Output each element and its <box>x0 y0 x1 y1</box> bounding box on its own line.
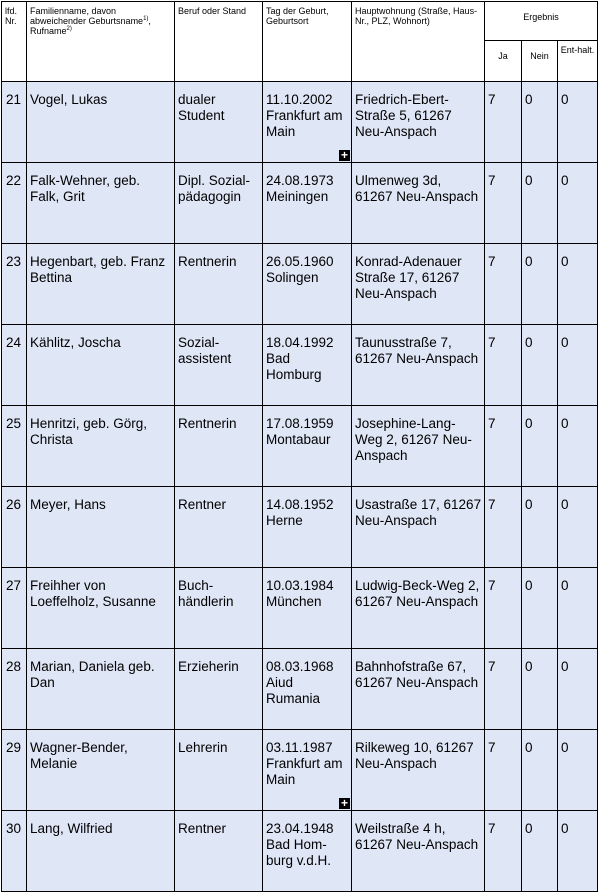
row-beruf: Dipl. Sozial-pädagogin <box>175 163 263 244</box>
row-name: Meyer, Hans <box>27 487 175 568</box>
row-nr: 25 <box>2 406 27 487</box>
row-geburt <box>263 730 352 811</box>
header-enthalt: Ent-halt. <box>558 41 598 82</box>
row-wohnung: Weilstraße 4 h, 61267 Neu-Anspach <box>352 811 485 892</box>
row-nr: 24 <box>2 325 27 406</box>
row-beruf: Rentner <box>175 487 263 568</box>
row-nr: 26 <box>2 487 27 568</box>
row-name: Falk-Wehner, geb. Falk, Grit <box>27 163 175 244</box>
header-nein: Nein <box>522 41 558 82</box>
footnote-1-marker: 1) <box>143 16 149 22</box>
row-beruf: Rentnerin <box>175 244 263 325</box>
row-nein: 0 <box>522 82 558 163</box>
row-enthalt: 0 <box>558 811 598 892</box>
row-geburt: 08.03.1968 Aiud Rumania <box>263 649 352 730</box>
row-wohnung: Bahnhofstraße 67, 61267 Neu-Anspach <box>352 649 485 730</box>
row-beruf: Lehrerin <box>175 730 263 811</box>
row-name: Kählitz, Joscha <box>27 325 175 406</box>
row-beruf: Rentnerin <box>175 406 263 487</box>
row-enthalt: 0 <box>558 244 598 325</box>
row-geburt: 24.08.1973 Meiningen <box>263 163 352 244</box>
row-wohnung: Josephine-Lang-Weg 2, 61267 Neu-Anspach <box>352 406 485 487</box>
row-geburt: 17.08.1959 Montabaur <box>263 406 352 487</box>
row-name: Vogel, Lukas <box>27 82 175 163</box>
row-enthalt: 0 <box>558 730 598 811</box>
table-row <box>2 244 598 325</box>
row-name: Freihher von Loeffelholz, Susanne <box>27 568 175 649</box>
header-beruf: Beruf oder Stand <box>175 2 263 82</box>
row-wohnung: Ulmenweg 3d, 61267 Neu-Anspach <box>352 163 485 244</box>
row-nein: 0 <box>522 487 558 568</box>
row-nein: 0 <box>522 811 558 892</box>
header-name-main: Familienname, davon abweichender Geburtsname <box>30 6 144 26</box>
row-geburt: 26.05.1960 Solingen <box>263 244 352 325</box>
row-nr: 30 <box>2 811 27 892</box>
table-body <box>2 82 598 892</box>
table-header-row <box>2 2 598 41</box>
table-row <box>2 568 598 649</box>
row-name: Henritzi, geb. Görg, Christa <box>27 406 175 487</box>
row-enthalt: 0 <box>558 487 598 568</box>
row-ja: 7 <box>485 568 522 649</box>
row-ja: 7 <box>485 244 522 325</box>
row-enthalt: 0 <box>558 82 598 163</box>
row-name: Lang, Wilfried <box>27 811 175 892</box>
row-ja: 7 <box>485 730 522 811</box>
header-name <box>27 2 175 82</box>
table-row <box>2 730 598 811</box>
row-beruf: dualer Student <box>175 82 263 163</box>
row-wohnung: Ludwig-Beck-Weg 2, 61267 Neu-Anspach <box>352 568 485 649</box>
footnote-2-marker: 2) <box>66 26 72 32</box>
header-wohnung: Hauptwohnung (Straße, Haus-Nr., PLZ, Wohnort) <box>352 2 485 82</box>
row-enthalt: 0 <box>558 163 598 244</box>
row-nein: 0 <box>522 406 558 487</box>
row-nein: 0 <box>522 649 558 730</box>
row-geburt: 18.04.1992 Bad Homburg <box>263 325 352 406</box>
row-name: Marian, Daniela geb. Dan <box>27 649 175 730</box>
table-row <box>2 487 598 568</box>
header-ergebnis: Ergebnis <box>485 2 598 41</box>
header-nr: lfd. Nr. <box>2 2 27 82</box>
row-nr: 27 <box>2 568 27 649</box>
row-geburt: 23.04.1948 Bad Hom-burg v.d.H. <box>263 811 352 892</box>
table-row <box>2 82 598 163</box>
table-row <box>2 325 598 406</box>
table-row <box>2 811 598 892</box>
expand-icon[interactable]: + <box>340 796 348 810</box>
header-name-tail: , Rufname <box>30 16 151 36</box>
row-enthalt: 0 <box>558 568 598 649</box>
row-geburt-text: 11.10.2002 Frankfurt am Main <box>266 92 343 139</box>
row-beruf: Rentner <box>175 811 263 892</box>
row-geburt: 14.08.1952 Herne <box>263 487 352 568</box>
row-ja: 7 <box>485 82 522 163</box>
row-name: Hegenbart, geb. Franz Bettina <box>27 244 175 325</box>
row-wohnung: Taunusstraße 7, 61267 Neu-Anspach <box>352 325 485 406</box>
row-geburt: 10.03.1984 München <box>263 568 352 649</box>
row-ja: 7 <box>485 325 522 406</box>
row-enthalt: 0 <box>558 649 598 730</box>
row-nein: 0 <box>522 730 558 811</box>
header-ja: Ja <box>485 41 522 82</box>
row-ja: 7 <box>485 649 522 730</box>
table-row <box>2 649 598 730</box>
row-ja: 7 <box>485 163 522 244</box>
row-wohnung: Friedrich-Ebert-Straße 5, 61267 Neu-Anspach <box>352 82 485 163</box>
row-ja: 7 <box>485 406 522 487</box>
row-beruf: Sozial-assistent <box>175 325 263 406</box>
table-row <box>2 406 598 487</box>
row-ja: 7 <box>485 811 522 892</box>
row-wohnung: Rilkeweg 10, 61267 Neu-Anspach <box>352 730 485 811</box>
row-nr: 29 <box>2 730 27 811</box>
row-beruf: Erzieherin <box>175 649 263 730</box>
candidate-table <box>1 1 598 892</box>
row-nein: 0 <box>522 325 558 406</box>
row-geburt <box>263 82 352 163</box>
row-enthalt: 0 <box>558 406 598 487</box>
row-nr: 21 <box>2 82 27 163</box>
row-beruf: Buch-händlerin <box>175 568 263 649</box>
row-geburt-text: 03.11.1987 Frankfurt am Main <box>266 740 343 787</box>
row-nr: 22 <box>2 163 27 244</box>
row-nr: 28 <box>2 649 27 730</box>
row-nein: 0 <box>522 163 558 244</box>
row-wohnung: Konrad-Adenauer Straße 17, 61267 Neu-Anspach <box>352 244 485 325</box>
row-wohnung: Usastraße 17, 61267 Neu-Anspach <box>352 487 485 568</box>
table-row <box>2 163 598 244</box>
row-enthalt: 0 <box>558 325 598 406</box>
row-nr: 23 <box>2 244 27 325</box>
header-geburt: Tag der Geburt, Geburtsort <box>263 2 352 82</box>
row-ja: 7 <box>485 487 522 568</box>
row-nein: 0 <box>522 568 558 649</box>
expand-icon[interactable]: + <box>340 148 348 162</box>
row-name: Wagner-Bender, Melanie <box>27 730 175 811</box>
row-nein: 0 <box>522 244 558 325</box>
